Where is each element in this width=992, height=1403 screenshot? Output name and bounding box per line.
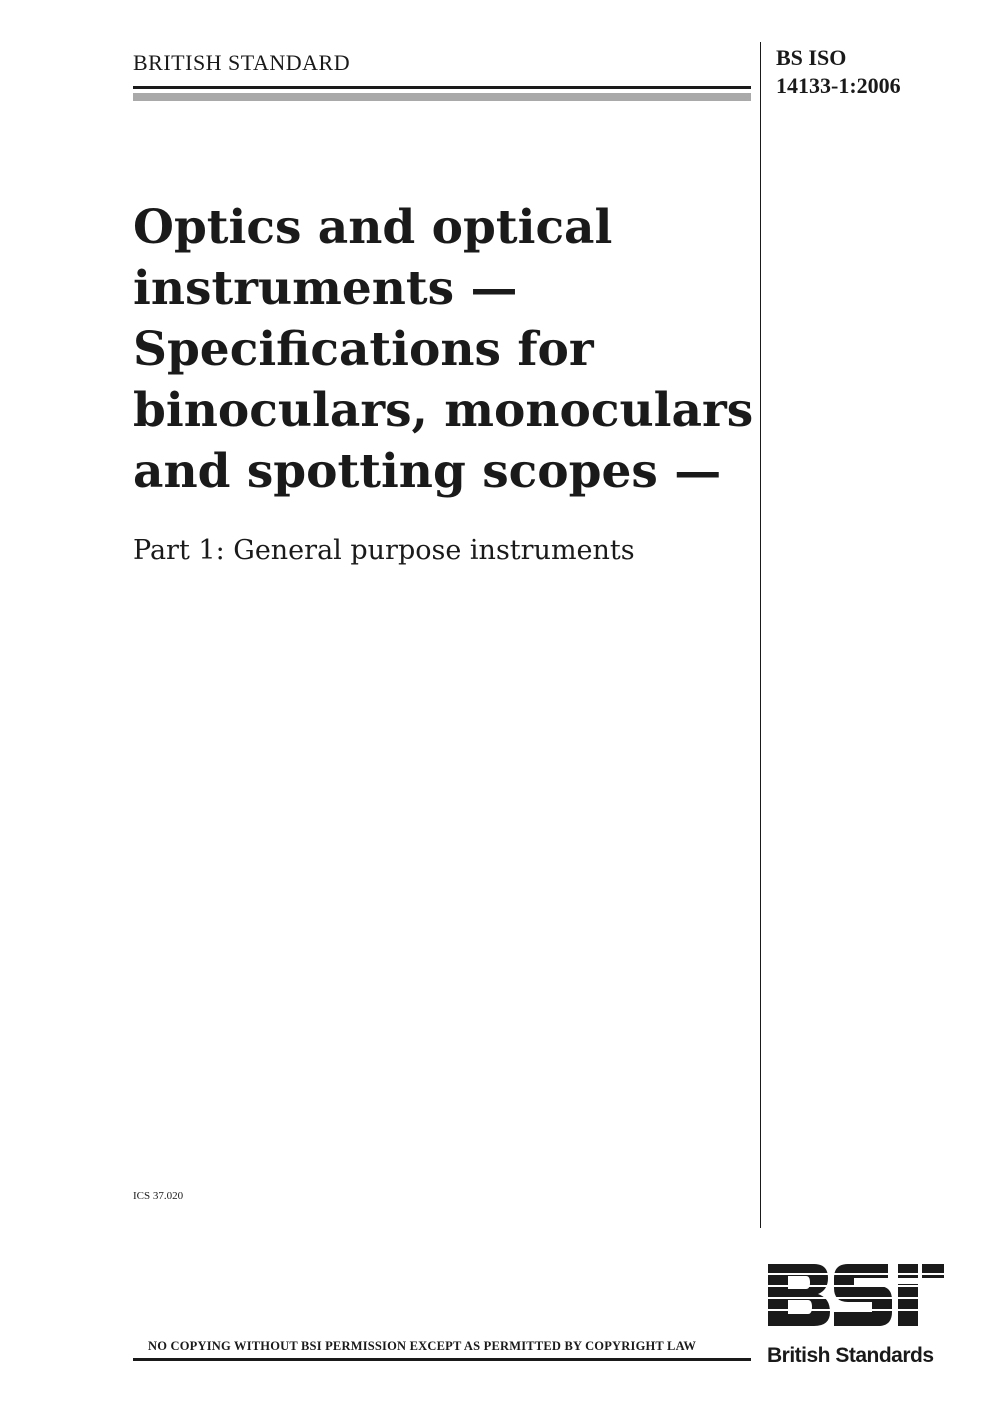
standard-number-prefix: BS ISO <box>776 45 847 70</box>
footer-rule <box>133 1358 751 1361</box>
title-line: binoculars, monoculars <box>133 383 754 438</box>
title-line: and spotting scopes — <box>133 444 722 499</box>
ics-code: ICS 37.020 <box>133 1190 184 1202</box>
header-rule <box>133 86 751 89</box>
document-type-label: BRITISH STANDARD <box>133 50 351 75</box>
standard-number-code: 14133-1:2006 <box>776 73 901 98</box>
standard-number <box>776 44 901 100</box>
title-line: Optics and optical <box>133 200 613 255</box>
document-title <box>133 197 753 502</box>
title-line: Specifications for <box>133 322 594 377</box>
margin-divider <box>760 42 761 1228</box>
header-grey-band <box>133 93 751 101</box>
bsi-logo-icon <box>766 1262 946 1328</box>
copyright-notice: NO COPYING WITHOUT BSI PERMISSION EXCEPT AS PERMITTED BY COPYRIGHT LAW <box>148 1339 697 1353</box>
bsi-logo-caption: British Standards <box>767 1344 934 1367</box>
document-subtitle: Part 1: General purpose instruments <box>133 535 635 566</box>
title-line: instruments — <box>133 261 518 316</box>
